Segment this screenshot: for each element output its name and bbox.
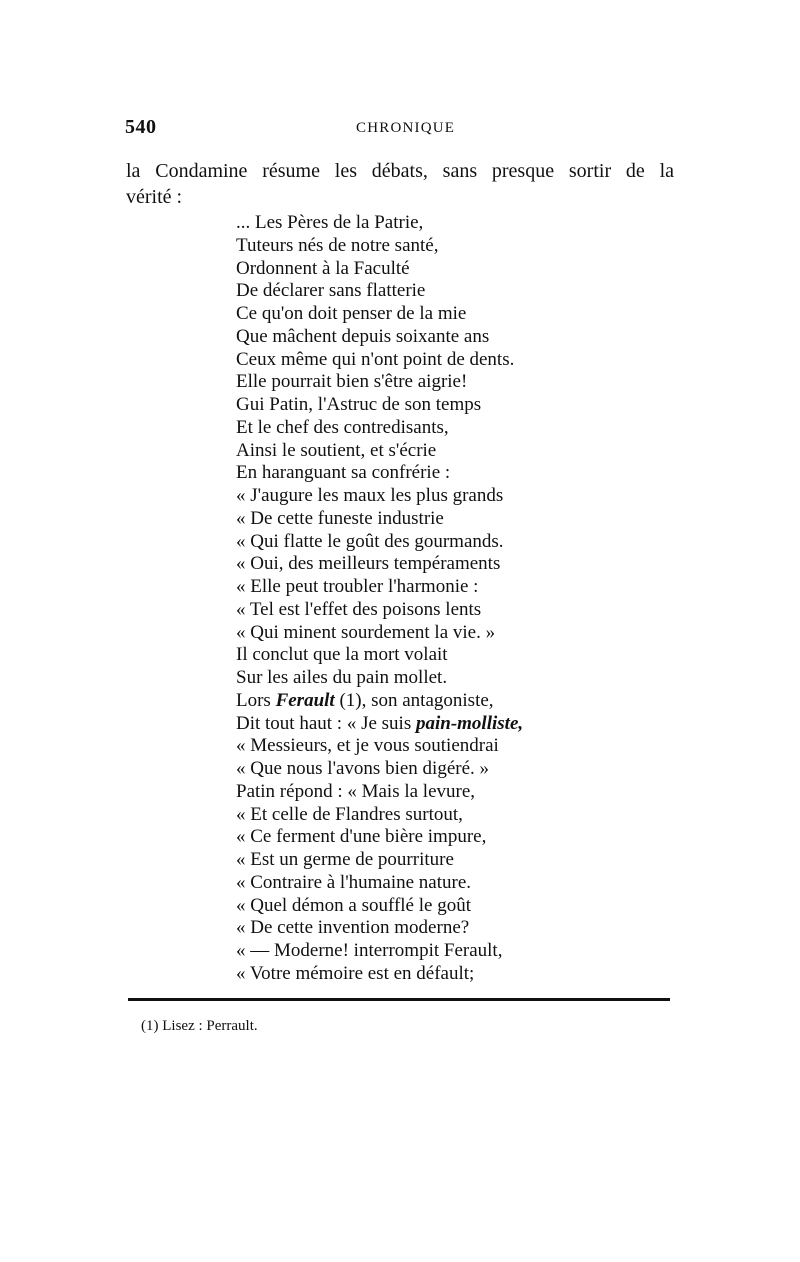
intro-line: la Condamine résume les débats, sans presque sortir de la [126,160,674,182]
verse-line: « Qui minent sourdement la vie. » [236,621,496,643]
footnote: (1) Lisez : Perrault. [141,1018,258,1034]
verse-text: (1), son antagoniste, [334,689,494,711]
verse-line: Tuteurs nés de notre santé, [236,234,439,256]
verse-line: « Que nous l'avons bien digéré. » [236,758,490,779]
verse-line: En haranguant sa confrérie : [236,462,451,484]
verse-line: « Ce ferment d'une bière impure, [236,826,487,848]
verse-line: « Tel est l'effet des poisons lents [236,598,482,620]
verse-line: Elle pourrait bien s'être aigrie! [236,371,468,393]
verse-line [236,713,523,736]
intro-line: vérité : [126,186,183,208]
verse-line: « Messieurs, et je vous soutiendrai [236,735,499,757]
verse-italic: Ferault [275,689,335,711]
verse-line: Patin répond : « Mais la levure, [236,780,476,802]
verse-line: « Et celle de Flandres surtout, [236,803,463,825]
verse-line: ... Les Pères de la Patrie, [236,212,424,233]
verse-line: « De cette funeste industrie [236,507,444,529]
verse-text: Lors [236,689,276,711]
verse-text: Dit tout haut : « Je suis [236,712,416,734]
verse-line: « Votre mémoire est en défault; [236,962,475,984]
verse-line: Ainsi le soutient, et s'écrie [236,439,437,461]
footnote-rule [128,998,670,1001]
verse-line: Gui Patin, l'Astruc de son temps [236,394,482,415]
verse-line [236,690,523,713]
verse-line: « Qui flatte le goût des gourmands. [236,530,504,552]
verse-line: « Elle peut troubler l'harmonie : [236,576,479,597]
verse-line: Sur les ailes du pain mollet. [236,667,448,688]
running-title: CHRONIQUE [356,120,456,136]
verse-line: Et le chef des contredisants, [236,416,449,438]
verse-line: Que mâchent depuis soixante ans [236,325,490,347]
verse-line: « De cette invention moderne? [236,917,470,939]
verse-line: Ordonnent à la Faculté [236,257,410,279]
verse-line: « Quel démon a soufflé le goût [236,894,471,916]
poem [236,212,523,986]
verse-line: « Est un germe de pourriture [236,849,454,870]
verse-line: « Contraire à l'humaine nature. [236,871,472,893]
page-number: 540 [125,116,157,138]
verse-line: Ceux même qui n'ont point de dents. [236,348,515,370]
verse-line: Ce qu'on doit penser de la mie [236,303,467,324]
verse-italic: pain-molliste, [415,712,524,734]
intro-paragraph [126,158,686,210]
verse-line: « — Moderne! interrompit Ferault, [236,940,503,961]
verse-line: « Oui, des meilleurs tempéraments [236,553,501,575]
verse-line: « J'augure les maux les plus grands [236,485,504,506]
verse-line: De déclarer sans flatterie [236,280,426,302]
verse-line: Il conclut que la mort volait [236,644,448,666]
